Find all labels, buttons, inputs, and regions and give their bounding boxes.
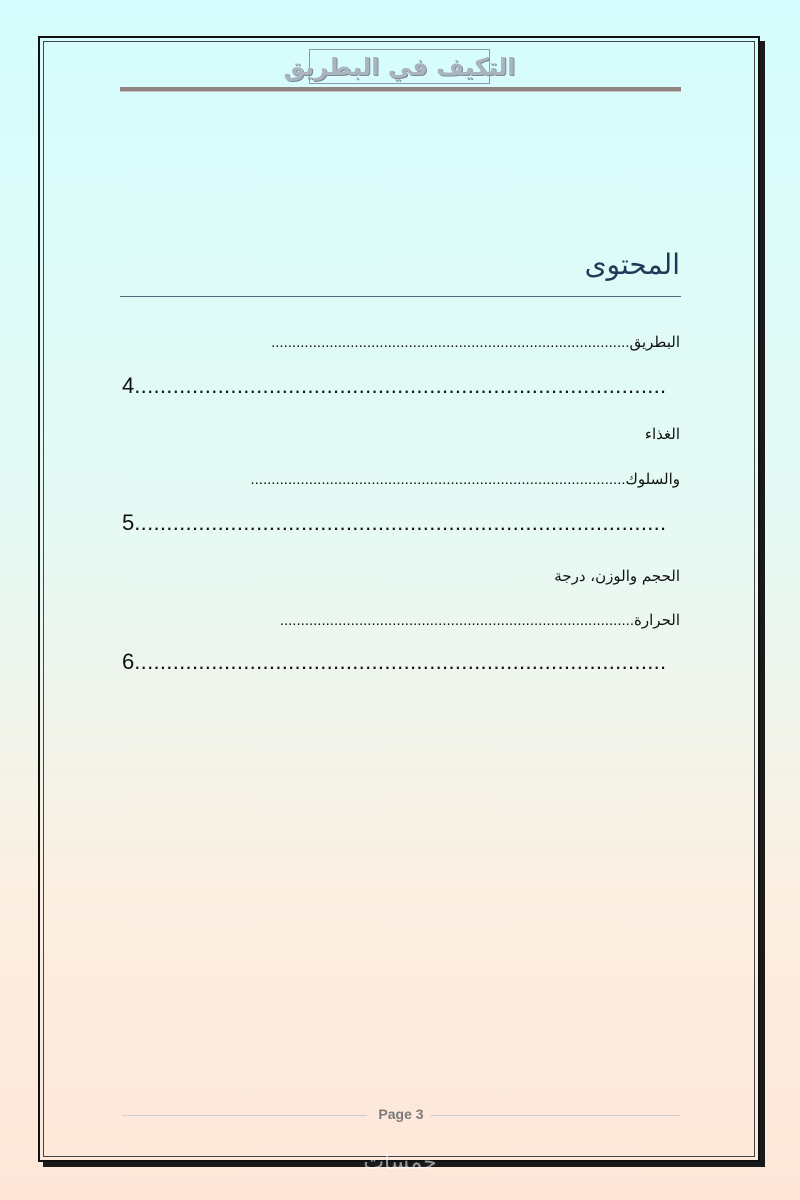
footer-rule-right: [430, 1115, 680, 1116]
toc-entry-label: الحجم والوزن، درجة: [554, 567, 680, 585]
toc-entry-label: والسلوك: [625, 470, 680, 488]
toc-leader-dots: ...................................................................................: [134, 649, 667, 674]
page-border-inner: [43, 41, 755, 1157]
toc-leader-dots: ......................................................................................: [271, 334, 630, 351]
toc-line-penguin: [122, 326, 680, 358]
page-number: Page 3: [378, 1106, 424, 1122]
toc-page-number: 5: [122, 510, 135, 535]
toc-line-temperature: [122, 604, 680, 636]
toc-entry-label: الغذاء: [644, 425, 680, 443]
header-rule: [120, 87, 681, 92]
page-border-frame: [38, 36, 760, 1162]
toc-line-behavior: [122, 463, 680, 495]
toc-line-page-5: [122, 507, 680, 539]
toc-leader-dots: ...................................................................................: [134, 373, 667, 398]
header-title: التكيف في البطريق: [283, 52, 516, 81]
toc-line-food: [122, 418, 680, 450]
header-title-box: [283, 49, 516, 84]
toc-entry-label: البطريق: [629, 333, 680, 351]
toc-heading-rule: [120, 296, 681, 297]
toc-page-number: 4: [122, 373, 135, 398]
toc-leader-dots: ..........................................................................................: [250, 471, 626, 488]
toc-heading: المحتوى: [584, 248, 680, 281]
toc-line-size-weight: [122, 560, 680, 592]
watermark: خمسات: [363, 1150, 437, 1175]
toc-leader-dots: .....................................................................................: [279, 612, 635, 629]
toc-page-number: 6: [122, 649, 135, 674]
page-footer: [122, 1104, 680, 1128]
toc-line-page-6: [122, 646, 680, 678]
toc-entry-label: الحرارة: [634, 611, 680, 629]
toc-leader-dots: ...................................................................................: [134, 510, 667, 535]
toc-line-page-4: [122, 370, 680, 402]
